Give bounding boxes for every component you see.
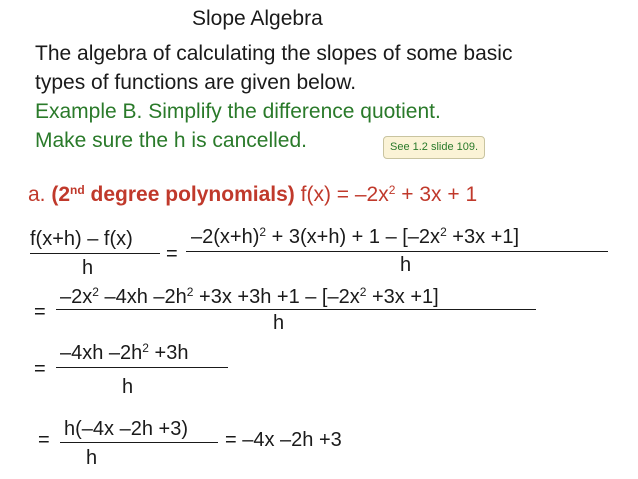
step3-fraction-bar <box>56 367 228 368</box>
step1-rhs-sup-1: 2 <box>259 225 267 239</box>
step1-lhs-numerator: f(x+h) – f(x) <box>30 228 133 250</box>
step1-lhs-denominator: h <box>82 257 94 279</box>
step2-denominator: h <box>273 312 285 334</box>
intro-line-1: The algebra of calculating the slopes of some basic <box>35 42 513 65</box>
step3-sup: 2 <box>142 341 149 355</box>
part-a-title <box>51 183 294 206</box>
step2-numerator <box>60 287 439 307</box>
example-line-1: Example B. Simplify the difference quotient. <box>35 100 441 123</box>
step2-fraction-bar <box>56 309 536 310</box>
step3-denominator: h <box>122 376 134 398</box>
step3-numerator <box>60 343 188 363</box>
step1-rhs-part-c: +3x +1] <box>446 226 520 248</box>
step4-fraction-bar <box>60 442 218 443</box>
slide-title: Slope Algebra <box>192 7 323 30</box>
step1-rhs-part-b: + 3(x+h) + 1 – [–2x <box>266 226 441 248</box>
step1-rhs-fraction-bar <box>186 251 608 252</box>
part-a-heading-text: (2 <box>51 183 71 206</box>
part-a-function-rest: + 3x + 1 <box>395 183 478 206</box>
part-a-heading-rest: degree polynomials) <box>84 183 295 206</box>
step2-equals: = <box>34 301 46 323</box>
step3-part-a: –4xh –2h <box>60 342 143 364</box>
step2-sup-1: 2 <box>92 285 99 299</box>
part-a-prefix: a. <box>28 183 52 206</box>
step1-rhs-numerator <box>191 227 519 247</box>
step4-result: = –4x –2h +3 <box>225 429 342 451</box>
step1-rhs-sup-2: 2 <box>440 225 447 239</box>
step2-sup-2: 2 <box>186 285 194 299</box>
step3-part-b: +3h <box>148 342 189 364</box>
part-a-heading-sup: nd <box>70 183 85 197</box>
step1-rhs-part-a: –2(x+h) <box>191 226 260 248</box>
part-a-function-text: f(x) = –2x <box>294 183 389 206</box>
step1-rhs-denominator: h <box>400 254 412 276</box>
step2-sup-3: 2 <box>359 285 367 299</box>
step2-part-d: +3x +1] <box>366 286 439 308</box>
step4-equals: = <box>38 429 50 451</box>
step4-denominator: h <box>86 447 98 469</box>
reference-link[interactable]: See 1.2 slide 109. <box>383 136 485 159</box>
part-a-function-sup: 2 <box>388 183 396 197</box>
step2-part-a: –2x <box>60 286 93 308</box>
part-a-heading <box>28 184 477 205</box>
step2-part-c: +3x +3h +1 – [–2x <box>193 286 360 308</box>
step3-equals: = <box>34 358 46 380</box>
step4-numerator: h(–4x –2h +3) <box>64 418 188 440</box>
part-a-function <box>295 183 477 206</box>
example-line-2: Make sure the h is cancelled. <box>35 129 307 152</box>
intro-line-2: types of functions are given below. <box>35 71 357 94</box>
step1-lhs-fraction-bar <box>30 253 160 254</box>
step2-part-b: –4xh –2h <box>98 286 187 308</box>
step1-equals: = <box>166 243 178 265</box>
